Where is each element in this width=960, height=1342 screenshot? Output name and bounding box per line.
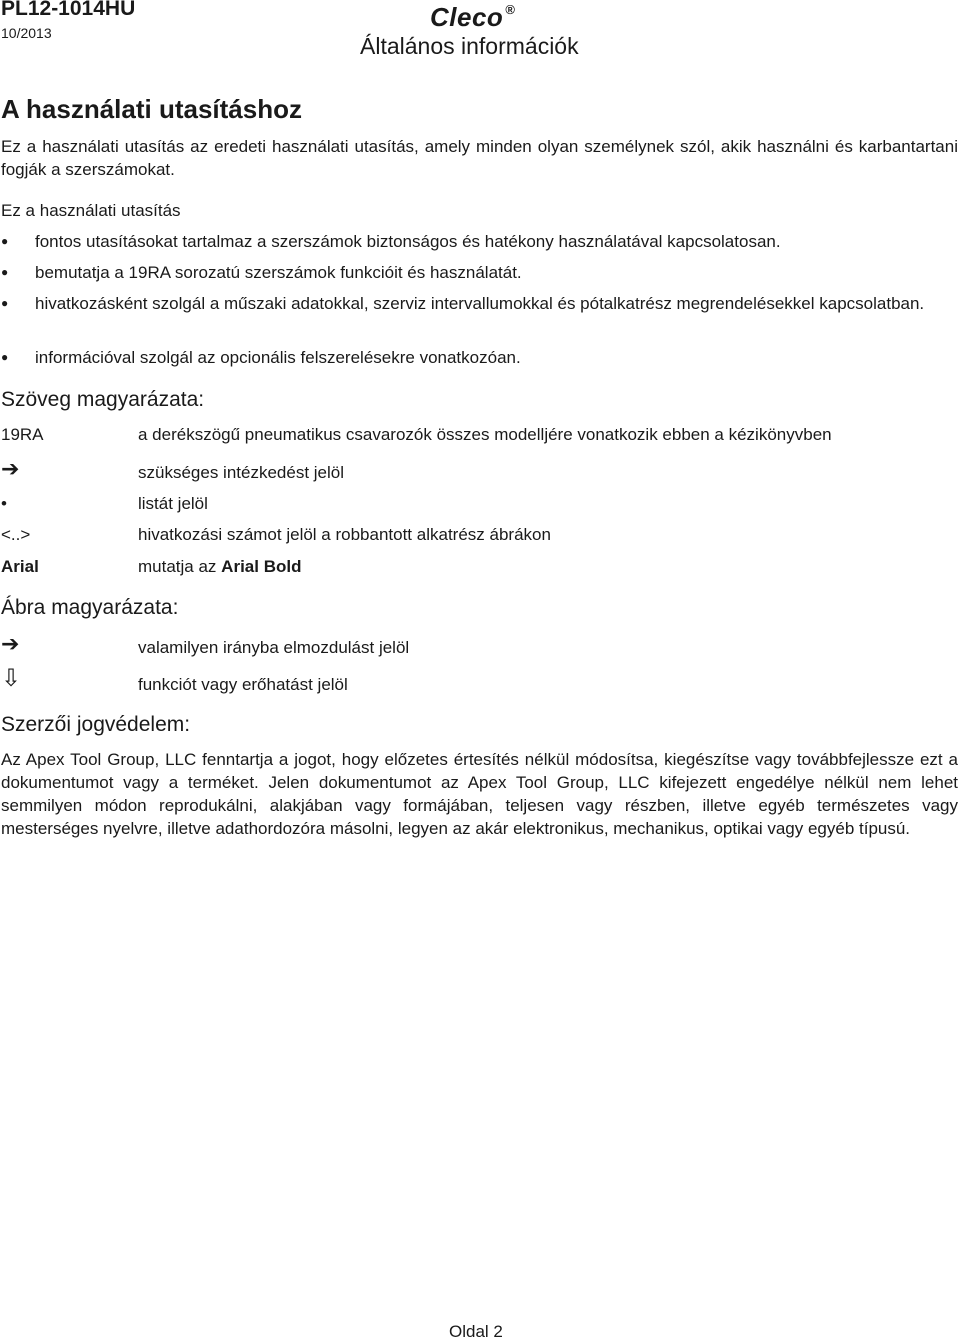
legend-description-prefix: mutatja az: [138, 557, 217, 576]
list-item: [1, 230, 958, 253]
bullet-icon: •: [1, 494, 7, 513]
legend-description: a derékszögű pneumatikus csavarozók összes modelljére vonatkozik ebben a kézikönyvben: [138, 425, 832, 444]
legend-term: Arial: [1, 557, 39, 576]
list-item-text: információval szolgál az opcionális felszerelésekre vonatkozóan.: [35, 348, 521, 367]
right-arrow-icon: ➔: [1, 456, 20, 481]
legend-description: listát jelöl: [138, 494, 208, 513]
legend-description: funkciót vagy erőhatást jelöl: [138, 675, 348, 694]
list-item: [1, 346, 958, 369]
copyright-title: Szerzői jogvédelem:: [1, 713, 191, 736]
legend-description: valamilyen irányba elmozdulást jelöl: [138, 638, 410, 657]
registered-mark: ®: [505, 2, 516, 17]
brand-name: Cleco: [430, 2, 504, 32]
legend-description: [138, 555, 301, 578]
list-item-text: fontos utasításokat tartalmaz a szerszámok biztonságos és hatékony használatával kapcsolatosan.: [35, 232, 781, 251]
bullet-icon: ●: [1, 265, 9, 279]
intro-paragraph: Ez a használati utasítás az eredeti használati utasítás, amely minden olyan személynek szól, akik használni és karbantartani fogják a szerszámokat.: [1, 137, 958, 179]
right-arrow-icon: ➔: [1, 631, 20, 656]
page-title: Általános információk: [360, 33, 579, 59]
legend-description: hivatkozási számot jelöl a robbantott alkatrész ábrákon: [138, 525, 551, 544]
bullet-icon: ●: [1, 234, 9, 248]
page-number: Oldal 2: [449, 1322, 503, 1341]
section-title: A használati utasításhoz: [1, 94, 302, 124]
bullet-icon: ●: [1, 296, 9, 310]
list-item-text: bemutatja a 19RA sorozatú szerszámok funkcióit és használatát.: [35, 263, 522, 282]
text-legend-title: Szöveg magyarázata:: [1, 388, 205, 411]
list-item-text: hivatkozásként szolgál a műszaki adatokkal, szerviz intervallumokkal és pótalkatrész megrendelésekkel kapcsolatban.: [35, 294, 925, 313]
legend-term: 19RA: [1, 425, 44, 444]
list-item: [1, 261, 958, 284]
document-date: 10/2013: [1, 25, 52, 41]
document-id: PL12-1014HU: [1, 0, 136, 20]
intro-lead: Ez a használati utasítás: [1, 201, 181, 220]
legend-description: szükséges intézkedést jelöl: [138, 463, 345, 482]
legend-description-bold: Arial Bold: [221, 557, 302, 576]
figure-legend-title: Ábra magyarázata:: [1, 596, 179, 619]
bullet-icon: ●: [1, 350, 9, 364]
brand-logo: [430, 2, 515, 33]
list-item: [1, 292, 958, 315]
hollow-down-arrow-icon: ⇩: [1, 665, 22, 692]
legend-term: <..>: [1, 525, 31, 544]
copyright-paragraph: Az Apex Tool Group, LLC fenntartja a jogot, hogy előzetes értesítés nélkül módosítsa, kiegészítse vagy továbbfejlessze ezt a dokumentumot vagy a terméket. Jelen dokumentumot az Apex Tool Group, LLC kifejezett engedélye nélkül nem lehet semmilyen módon reprodukálni, alakjában vagy formájában, teljesen vagy részben, illetve egyéb természetes vagy mesterséges nyelvre, illetve adathordozóra másolni, legyen az akár elektronikus, mechanikus, optikai vagy egyéb típusú.: [1, 750, 958, 838]
